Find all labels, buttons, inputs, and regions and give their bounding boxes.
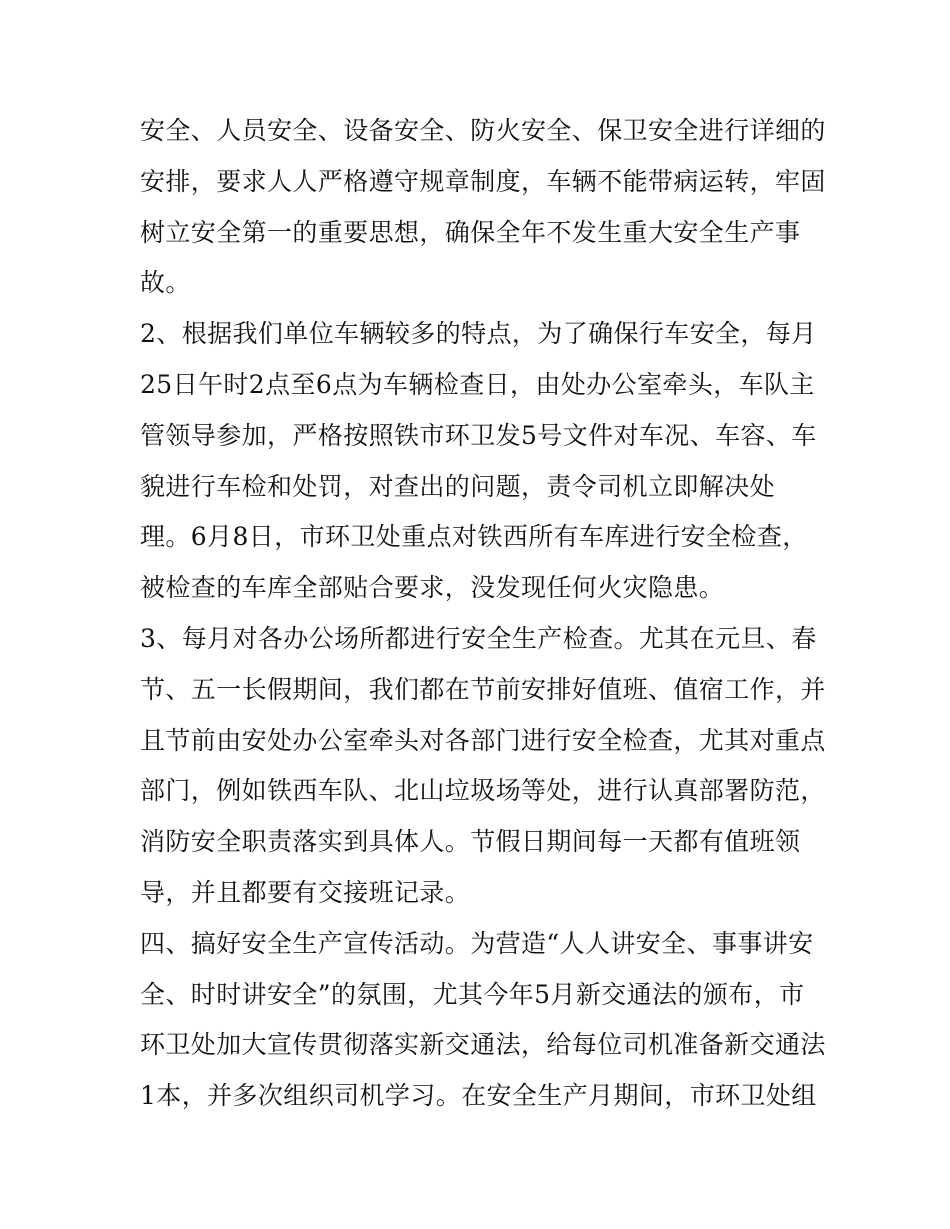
text-line: 四、搞好安全生产宣传活动。为营造“人人讲安全、事事讲安 bbox=[140, 928, 814, 958]
text-line: 1本，并多次组织司机学习。在安全生产月期间，市环卫处组 bbox=[140, 1081, 817, 1111]
body-text bbox=[140, 106, 826, 1122]
text-line: 消防安全职责落实到具体人。节假日期间每一天都有值班领 bbox=[140, 827, 801, 857]
text-line: 节、五一长假期间，我们都在节前安排好值班、值宿工作，并 bbox=[140, 674, 826, 704]
text-line: 25日午时2点至6点为车辆检查日，由处办公室牵头，车队主 bbox=[140, 369, 815, 399]
text-line: 理。6月8日，市环卫处重点对铁西所有车库进行安全检查， bbox=[140, 522, 808, 552]
text-line: 安全、人员安全、设备安全、防火安全、保卫安全进行详细的 bbox=[140, 116, 826, 145]
text-line: 3、每月对各办公场所都进行安全生产检查。尤其在元旦、春 bbox=[140, 623, 817, 653]
text-line: 环卫处加大宣传贯彻落实新交通法，给每位司机准备新交通法 bbox=[140, 1030, 826, 1060]
text-line: 貌进行车检和处罚，对查出的问题，责令司机立即解决处 bbox=[140, 471, 776, 501]
text-line: 故。 bbox=[140, 268, 191, 298]
text-line: 管领导参加，严格按照铁市环卫发5号文件对车况、车容、车 bbox=[140, 420, 817, 450]
text-line: 被检查的车库全部贴合要求，没发现任何火灾隐患。 bbox=[140, 573, 725, 603]
text-line: 导，并且都要有交接班记录。 bbox=[140, 877, 471, 907]
text-line: 2、根据我们单位车辆较多的特点，为了确保行车安全，每月 bbox=[140, 319, 817, 349]
text-line: 全、时时讲安全”的氛围，尤其今年5月新交通法的颁布，市 bbox=[140, 979, 805, 1009]
text-line: 树立安全第一的重要思想，确保全年不发生重大安全生产事 bbox=[140, 217, 801, 247]
text-line: 安排，要求人人严格遵守规章制度，车辆不能带病运转，牢固 bbox=[140, 166, 826, 196]
text-line: 且节前由安处办公室牵头对各部门进行安全检查，尤其对重点 bbox=[140, 725, 826, 755]
text-line: 部门，例如铁西车队、北山垃圾场等处，进行认真部署防范， bbox=[140, 776, 826, 806]
